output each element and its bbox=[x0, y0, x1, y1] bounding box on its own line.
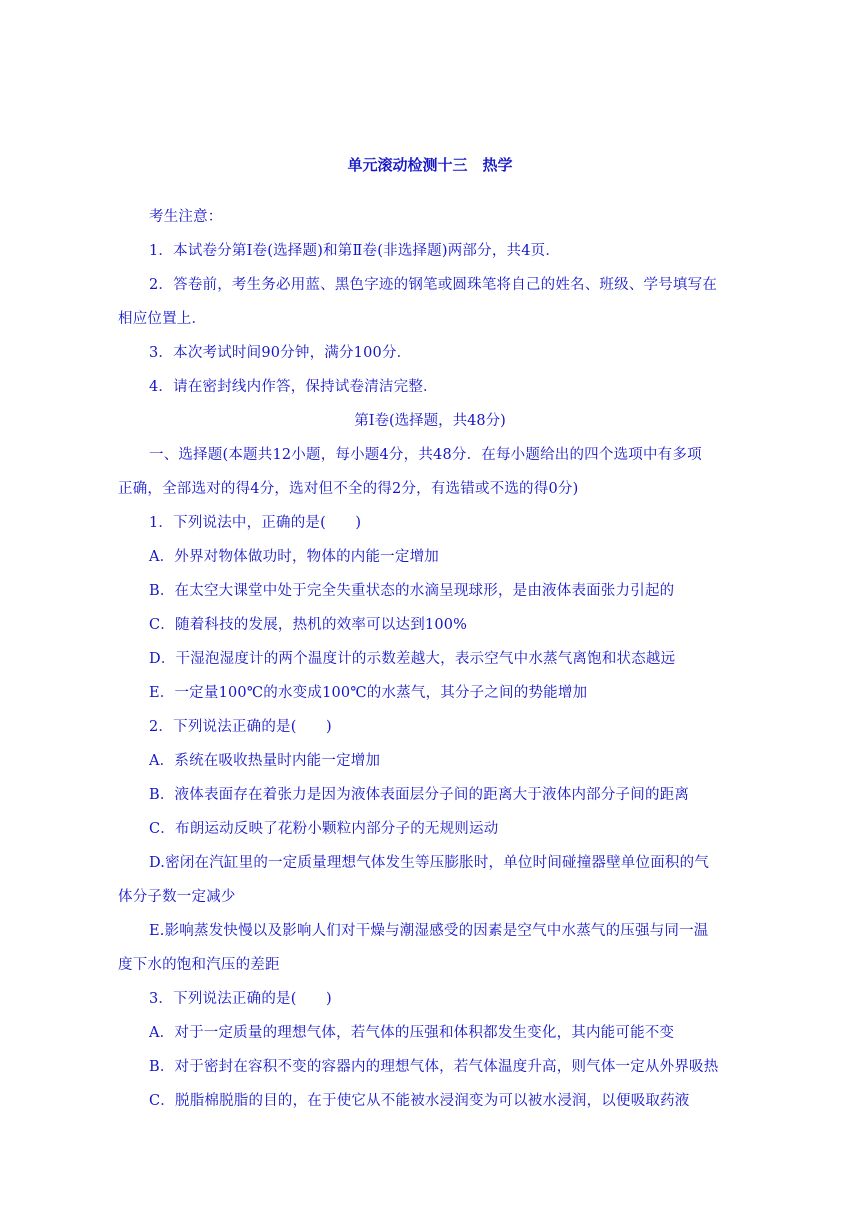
question-option-continued: 体分子数一定减少 bbox=[118, 889, 236, 905]
notice-item: 1．本试卷分第Ⅰ卷(选择题)和第Ⅱ卷(非选择题)两部分，共4页． bbox=[149, 243, 561, 259]
question-option: E.影响蒸发快慢以及影响人们对干燥与潮湿感受的因素是空气中水蒸气的压强与同一温 bbox=[149, 923, 709, 939]
question-option: A．对于一定质量的理想气体，若气体的压强和体积都发生变化，其内能可能不变 bbox=[149, 1025, 675, 1041]
question-stem: 1．下列说法中，正确的是( ) bbox=[149, 515, 362, 531]
question-option: B．在太空大课堂中处于完全失重状态的水滴呈现球形，是由液体表面张力引起的 bbox=[149, 583, 675, 599]
notice-item: 3．本次考试时间90分钟，满分100分． bbox=[149, 345, 412, 361]
question-option: B．液体表面存在着张力是因为液体表面层分子间的距离大于液体内部分子间的距离 bbox=[149, 787, 690, 803]
question-option: D.密闭在汽缸里的一定质量理想气体发生等压膨胀时，单位时间碰撞器壁单位面积的气 bbox=[149, 855, 710, 871]
section-instructions: 一、选择题(本题共12小题，每小题4分，共48分．在每小题给出的四个选项中有多项 bbox=[149, 447, 702, 463]
question-option: C．随着科技的发展，热机的效率可以达到100% bbox=[149, 617, 468, 633]
section-title: 第Ⅰ卷(选择题，共48分) bbox=[354, 413, 506, 429]
question-option: A．外界对物体做功时，物体的内能一定增加 bbox=[149, 549, 439, 565]
question-option: D．干湿泡湿度计的两个温度计的示数差越大，表示空气中水蒸气离饱和状态越远 bbox=[149, 651, 676, 667]
section-instructions-continued: 正确，全部选对的得4分，选对但不全的得2分，有选错或不选的得0分) bbox=[118, 481, 579, 497]
page-title: 单元滚动检测十三 热学 bbox=[347, 156, 513, 174]
question-option: B．对于密封在容积不变的容器内的理想气体，若气体温度升高，则气体一定从外界吸热 bbox=[149, 1059, 719, 1075]
question-option: A．系统在吸收热量时内能一定增加 bbox=[149, 753, 381, 769]
notice-item: 2．答卷前，考生务必用蓝、黑色字迹的钢笔或圆珠笔将自己的姓名、班级、学号填写在 bbox=[149, 277, 718, 293]
question-stem: 2．下列说法正确的是( ) bbox=[149, 719, 332, 735]
question-option: C．布朗运动反映了花粉小颗粒内部分子的无规则运动 bbox=[149, 821, 499, 837]
notice-item: 4．请在密封线内作答，保持试卷清洁完整． bbox=[149, 379, 438, 395]
notice-heading: 考生注意： bbox=[149, 209, 223, 225]
question-option-continued: 度下水的饱和汽压的差距 bbox=[118, 957, 280, 973]
question-option: C．脱脂棉脱脂的目的，在于使它从不能被水浸润变为可以被水浸润，以便吸取药液 bbox=[149, 1093, 690, 1109]
question-option: E．一定量100℃的水变成100℃的水蒸气，其分子之间的势能增加 bbox=[149, 685, 588, 701]
question-stem: 3．下列说法正确的是( ) bbox=[149, 991, 332, 1007]
notice-item-continued: 相应位置上． bbox=[118, 311, 207, 327]
